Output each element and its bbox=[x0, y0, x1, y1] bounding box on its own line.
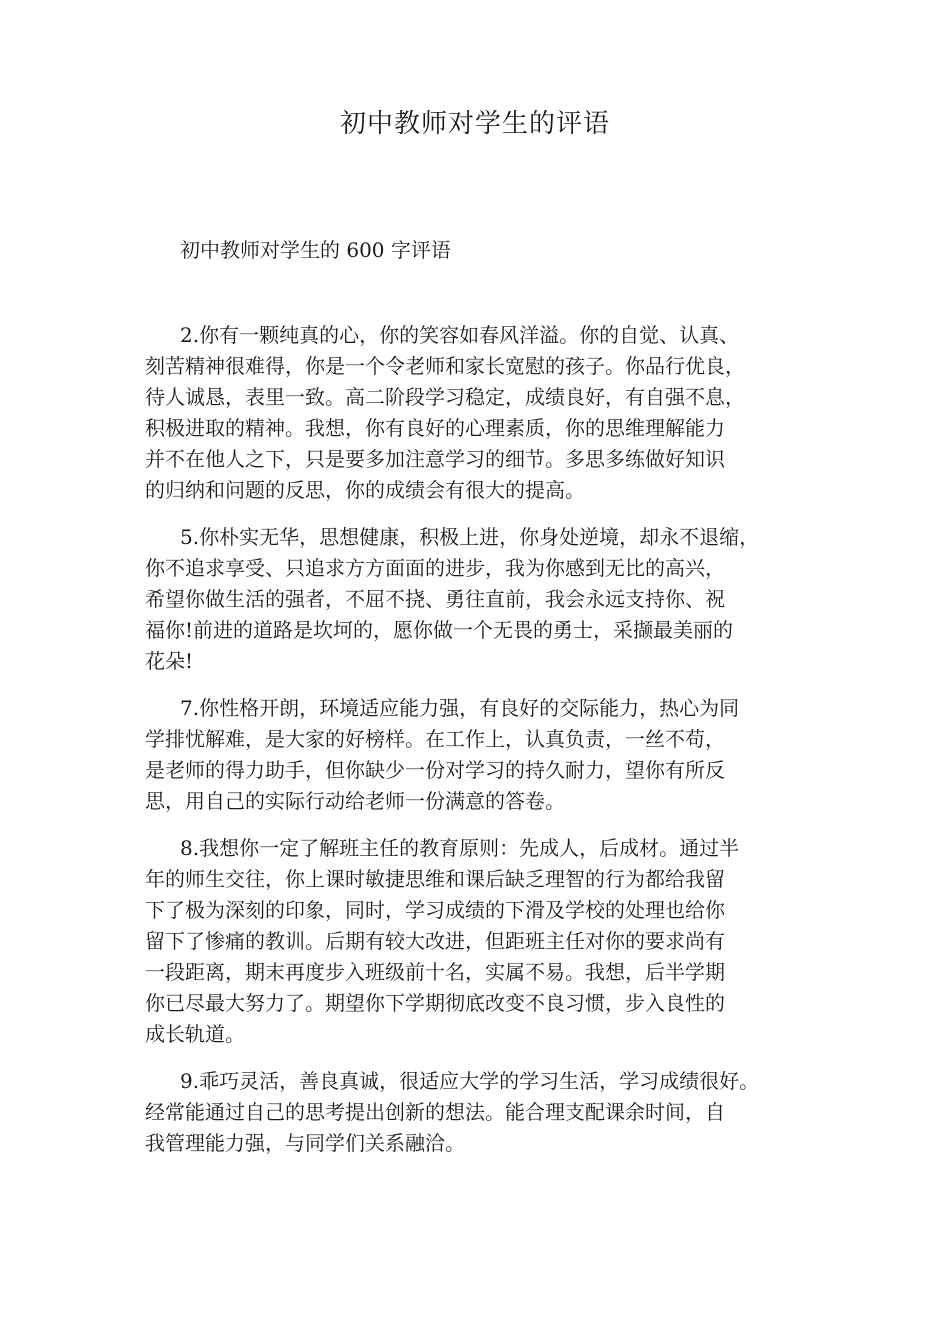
paragraph-line: 8.我想你一定了解班主任的教育原则：先成人，后成材。通过半 bbox=[180, 836, 740, 860]
paragraph-line: 刻苦精神很难得，你是一个令老师和家长宽慰的孩子。你品行优良， bbox=[145, 354, 745, 378]
paragraph-line: 经常能通过自己的思考提出创新的想法。能合理支配课余时间，自 bbox=[145, 1100, 725, 1124]
paragraph-line: 下了极为深刻的印象，同时，学习成绩的下滑及学校的处理也给你 bbox=[145, 898, 725, 922]
paragraph-9 bbox=[145, 1066, 835, 1159]
paragraph-5 bbox=[145, 522, 835, 677]
paragraph-line: 你不追求享受、只追求方方面面的进步，我为你感到无比的高兴， bbox=[145, 556, 725, 580]
paragraph-line: 并不在他人之下，只是要多加注意学习的细节。多思多练做好知识 bbox=[145, 447, 725, 471]
paragraph-line: 待人诚恳，表里一致。高二阶段学习稳定，成绩良好，有自强不息， bbox=[145, 385, 745, 409]
document-body bbox=[145, 320, 835, 1175]
paragraph-line: 希望你做生活的强者，不屈不挠、勇往直前，我会永远支持你、祝 bbox=[145, 587, 725, 611]
paragraph-line: 是老师的得力助手，但你缺少一份对学习的持久耐力，望你有所反 bbox=[145, 758, 725, 782]
paragraph-line: 一段距离，期末再度步入班级前十名，实属不易。我想，后半学期 bbox=[145, 960, 725, 984]
paragraph-line: 9.乖巧灵活，善良真诚，很适应大学的学习生活，学习成绩很好。 bbox=[180, 1069, 760, 1093]
paragraph-2 bbox=[145, 320, 835, 506]
paragraph-7 bbox=[145, 693, 835, 817]
paragraph-line: 福你!前进的道路是坎坷的，愿你做一个无畏的勇士，采撷最美丽的 bbox=[145, 618, 734, 642]
paragraph-line: 5.你朴实无华，思想健康，积极上进，你身处逆境，却永不退缩， bbox=[180, 525, 760, 549]
paragraph-line: 你已尽最大努力了。期望你下学期彻底改变不良习惯，步入良性的 bbox=[145, 991, 725, 1015]
paragraph-line: 留下了惨痛的教训。后期有较大改进，但距班主任对你的要求尚有 bbox=[145, 929, 725, 953]
document-subtitle: 初中教师对学生的 600 字评语 bbox=[180, 238, 451, 262]
paragraph-line: 学排忧解难，是大家的好榜样。在工作上，认真负责，一丝不苟， bbox=[145, 727, 725, 751]
paragraph-line: 的归纳和问题的反思，你的成绩会有很大的提高。 bbox=[145, 478, 585, 502]
paragraph-line: 思，用自己的实际行动给老师一份满意的答卷。 bbox=[145, 789, 565, 813]
paragraph-line: 花朵! bbox=[145, 649, 194, 673]
paragraph-line: 7.你性格开朗，环境适应能力强，有良好的交际能力，热心为同 bbox=[180, 696, 740, 720]
paragraph-8 bbox=[145, 833, 835, 1050]
paragraph-line: 年的师生交往，你上课时敏捷思维和课后缺乏理智的行为都给我留 bbox=[145, 867, 725, 891]
document-title: 初中教师对学生的评语 bbox=[339, 109, 610, 139]
paragraph-line: 2.你有一颗纯真的心，你的笑容如春风洋溢。你的自觉、认真、 bbox=[180, 323, 740, 347]
paragraph-line: 积极进取的精神。我想，你有良好的心理素质，你的思维理解能力 bbox=[145, 416, 725, 440]
paragraph-line: 我管理能力强，与同学们关系融洽。 bbox=[145, 1131, 465, 1155]
paragraph-line: 成长轨道。 bbox=[145, 1022, 245, 1046]
